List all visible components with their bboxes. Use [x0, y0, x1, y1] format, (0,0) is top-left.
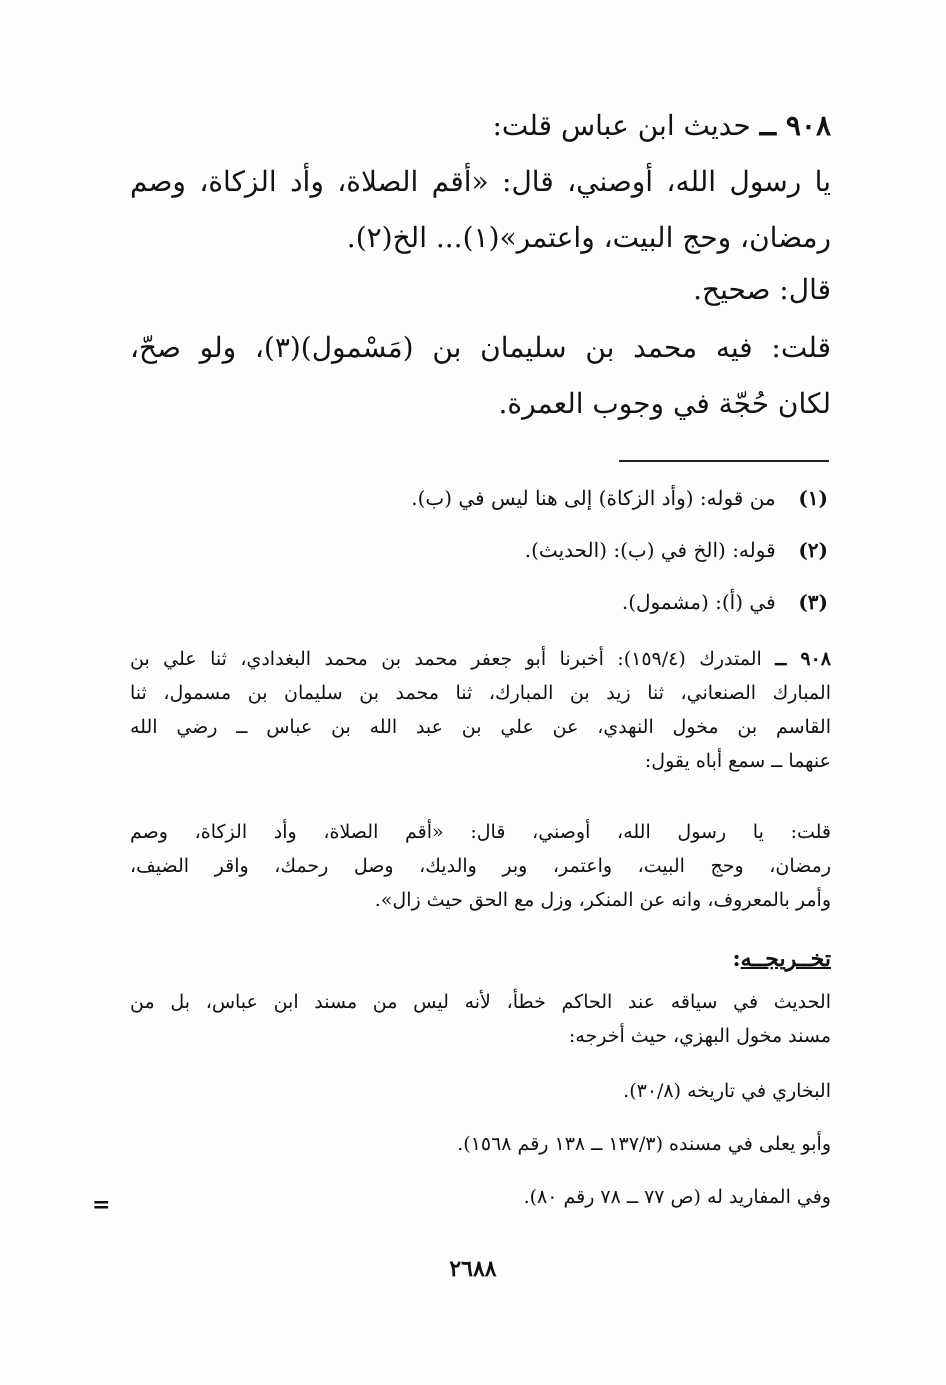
hadith-title: حديث ابن عباس قلت: [492, 109, 751, 142]
detail-line: القاسم بن مخول النهدي، عن علي بن عبد الله بن عباس ــ رضي الله [130, 716, 831, 738]
hadith-text [130, 154, 831, 266]
detail-line: عنهما ــ سمع أباه يقول: [644, 750, 831, 772]
quoted-line: وأمر بالمعروف، وانه عن المنكر، وزل مع الحق حيث زال». [374, 889, 831, 911]
hadith-line: رمضان، وحج البيت، واعتمر»(١)... الخ(٢). [346, 221, 831, 254]
takhrij-line: الحديث في سياقه عند الحاكم خطأ، لأنه ليس من مسند ابن عباس، بل من [130, 991, 831, 1013]
quoted-line: قلت: يا رسول الله، أوصني، قال: «أقم الصلاة، وأد الزكاة، وصم [130, 821, 831, 843]
footnote-number: (١) [798, 486, 828, 510]
footnote [130, 590, 828, 614]
detail-line: المبارك الصنعاني، ثنا زيد بن المبارك، ثنا محمد بن سليمان بن مسمول، ثنا [130, 682, 831, 704]
comment-line: لكان حُجّة في وجوب العمرة. [498, 387, 831, 420]
footnote-text: في (أ): (مشمول). [621, 590, 776, 614]
hadith-number: ٩٠٨ ــ [759, 109, 831, 142]
source-entry: البخاري في تاريخه (٣٠/٨). [623, 1080, 831, 1102]
page-number: ٢٦٨٨ [449, 1256, 497, 1282]
grading-line: قال: صحيح. [693, 273, 831, 306]
footnote [130, 486, 828, 510]
footnote-text: من قوله: (وأد الزكاة) إلى هنا ليس في (ب). [411, 486, 776, 510]
quoted-hadith [130, 815, 831, 917]
takhrij-line: مسند مخول البهزي، حيث أخرجه: [568, 1025, 831, 1047]
footnote-number: (٣) [798, 590, 828, 614]
author-comment [130, 320, 831, 432]
comment-line: قلت: فيه محمد بن سليمان بن (مَسْمول)(٣)، ولو صحّ، [130, 331, 831, 364]
detail-line: المتدرك (١٥٩/٤): أخبرنا أبو جعفر محمد بن محمد البغدادي، ثنا علي بن [130, 648, 762, 670]
footnote-divider [619, 460, 829, 462]
hadith-heading [130, 98, 831, 154]
footnote [130, 538, 828, 562]
hadith-line: يا رسول الله، أوصني، قال: «أقم الصلاة، وأد الزكاة، وصم [130, 165, 831, 198]
source-entry: وفي المفاريد له (ص ٧٧ ــ ٧٨ رقم ٨٠). [523, 1186, 831, 1208]
grading-statement [130, 262, 831, 318]
takhrij-heading: تخــريجــه: [732, 946, 831, 972]
continuation-mark: = [92, 1192, 111, 1218]
footnote-text: قوله: (الخ في (ب): (الحديث). [524, 538, 776, 562]
detail-number: ٩٠٨ ــ [775, 648, 831, 670]
quoted-line: رمضان، وحج البيت، واعتمر، وبر والديك، وصل رحمك، واقر الضيف، [130, 855, 831, 877]
footnote-number: (٢) [798, 538, 828, 562]
source-entry: وأبو يعلى في مسنده (١٣٧/٣ ــ ١٣٨ رقم ١٥٦٨). [457, 1133, 831, 1155]
takhrij-text [130, 985, 831, 1053]
detail-section [130, 642, 831, 778]
